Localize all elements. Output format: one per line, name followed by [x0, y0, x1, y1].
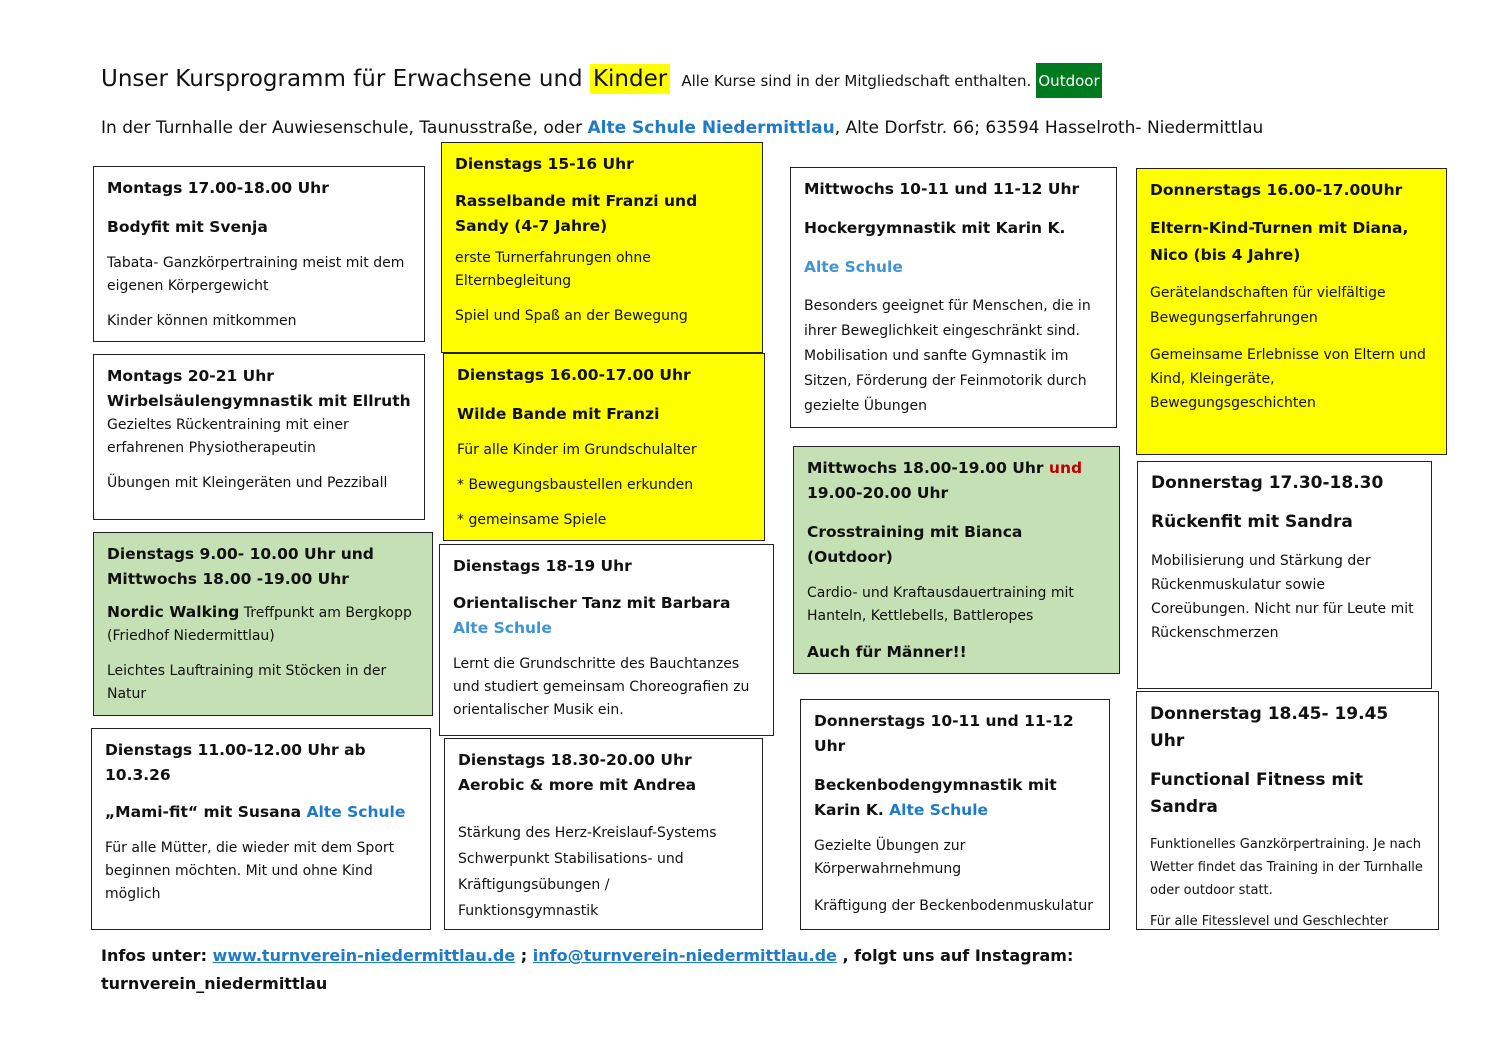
course-note: Auch für Männer!! [807, 643, 967, 661]
course-card-wirbelsaeule [93, 354, 425, 520]
course-note: Kräftigung der Beckenbodenmuskulatur [814, 898, 1094, 914]
page-title [101, 66, 1102, 92]
course-card-beckenboden [800, 699, 1110, 930]
course-card-orientalischer-tanz [439, 544, 774, 736]
course-description: Für alle Kinder im Grundschulalter [457, 442, 697, 458]
course-note: Kinder können mitkommen [107, 313, 297, 329]
course-card-rasselbande [441, 142, 763, 353]
membership-note: Alle Kurse sind in der Mitgliedschaft enthalten. [681, 72, 1032, 90]
course-time: Dienstags 18.30-20.00 Uhr [458, 751, 692, 769]
course-description: Besonders geeignet für Menschen, die in ihrer Beweglichkeit eingeschränkt sind. Mobilisation und sanfte Gymnastik im Sitzen, Förderung der Feinmotorik durch gezielte Übungen [804, 298, 1091, 414]
course-bullet: * gemeinsame Spiele [457, 512, 607, 528]
course-title: Nordic Walking [107, 603, 240, 621]
course-card-bodyfit [93, 166, 425, 342]
course-time-second: 19.00-20.00 Uhr [807, 484, 949, 502]
course-time: Donnerstag 18.45- 19.45 Uhr [1150, 704, 1389, 751]
course-title: „Mami-fit“ mit Susana [105, 803, 307, 821]
course-time: Dienstags 16.00-17.00 Uhr [457, 366, 691, 384]
course-title: Beckenbodengymnastik mit Karin K. [814, 776, 1057, 819]
course-time: Donnerstags 10-11 und 11-12 Uhr [814, 712, 1074, 755]
course-note: Spiel und Spaß an der Bewegung [455, 308, 688, 324]
course-card-rueckenfit [1137, 461, 1432, 689]
course-title: Rückenfit mit Sandra [1151, 512, 1353, 532]
separator: ; [515, 946, 533, 965]
instagram-handle: turnverein_niedermittlau [101, 974, 328, 993]
course-description: Tabata- Ganzkörpertraining meist mit dem eigenen Körpergewicht [107, 255, 405, 294]
course-location: Treffpunkt am Bergkopp (Friedhof Niedermittlau) [107, 605, 412, 644]
course-card-eltern-kind-turnen [1136, 168, 1447, 455]
title-kinder-highlight: Kinder [590, 64, 670, 94]
instagram-text: , folgt uns auf Instagram: [836, 946, 1074, 965]
course-card-crosstraining [793, 446, 1120, 674]
course-time: Dienstags 18-19 Uhr [453, 557, 632, 575]
course-time: Montags 17.00-18.00 Uhr [107, 179, 329, 197]
course-title: Functional Fitness mit Sandra [1150, 770, 1364, 817]
course-card-hockergymnastik [790, 167, 1117, 428]
infos-label: Infos unter: [101, 946, 213, 965]
course-description: Mobilisierung und Stärkung der Rückenmuskulatur sowie Coreübungen. Nicht nur für Leute mit Rückenschmerzen [1151, 553, 1414, 641]
course-venue: Alte Schule [804, 258, 903, 276]
website-link[interactable]: www.turnverein-niedermittlau.de [212, 946, 516, 965]
course-time: Mittwochs 10-11 und 11-12 Uhr [804, 180, 1080, 198]
course-title: Rasselbande mit Franzi und Sandy (4-7 Jahre) [455, 192, 698, 235]
course-description: erste Turnerfahrungen ohne Elternbegleitung [455, 250, 651, 289]
course-card-aerobic [444, 738, 763, 930]
footer-info [101, 942, 1073, 998]
title-text: Unser Kursprogramm für Erwachsene und [101, 66, 590, 92]
course-venue: Alte Schule [889, 801, 989, 819]
course-description: Funktionelles Ganzkörpertraining. Je nach Wetter findet das Training in der Turnhalle oder outdoor statt. [1150, 837, 1423, 898]
course-title: Crosstraining mit Bianca (Outdoor) [807, 523, 1023, 566]
alte-schule-link: Alte Schule Niedermittlau [587, 118, 835, 138]
course-title: Hockergymnastik mit Karin K. [804, 219, 1066, 237]
course-time: Dienstags 15-16 Uhr [455, 155, 634, 173]
course-description: Gezieltes Rückentraining mit einer erfahrenen Physiotherapeutin [107, 417, 349, 456]
course-bullet: * Bewegungsbaustellen erkunden [457, 477, 694, 493]
course-time: Montags 20-21 Uhr [107, 367, 274, 385]
course-venue: Alte Schule [306, 803, 406, 821]
course-time: Dienstags 9.00- 10.00 Uhr und Mittwochs 18.00 -19.00 Uhr [107, 545, 374, 588]
course-title: Orientalischer Tanz mit Barbara [453, 594, 731, 612]
course-time: Donnerstag 17.30-18.30 [1151, 473, 1384, 493]
outdoor-badge: Outdoor [1036, 63, 1101, 98]
course-description: Cardio- und Kraftausdauertraining mit Hanteln, Kettlebells, Battleropes [807, 585, 1074, 624]
course-card-wilde-bande [443, 353, 765, 541]
location-text: In der Turnhalle der Auwiesenschule, Taunusstraße, oder [101, 118, 588, 138]
course-note: Für alle Fitesslevel und Geschlechter [1150, 914, 1389, 929]
course-title: Aerobic & more mit Andrea [458, 776, 697, 794]
address-text: , Alte Dorfstr. 66; 63594 Hasselroth- Niedermittlau [834, 118, 1264, 138]
email-link[interactable]: info@turnverein-niedermittlau.de [532, 946, 837, 965]
course-time: Mittwochs 18.00-19.00 Uhr [807, 459, 1049, 477]
course-title: Wilde Bande mit Franzi [457, 405, 660, 423]
course-description: Gerätelandschaften für vielfältige Bewegungserfahrungen [1150, 285, 1386, 326]
course-note: Übungen mit Kleingeräten und Pezziball [107, 475, 388, 491]
course-note: Gemeinsame Erlebnisse von Eltern und Kind, Kleingeräte, Bewegungsgeschichten [1150, 347, 1426, 411]
course-card-nordic-walking [93, 532, 433, 716]
course-title: Eltern-Kind-Turnen mit Diana, Nico (bis 4 Jahre) [1150, 219, 1409, 264]
course-time: Dienstags 11.00-12.00 Uhr ab 10.3.26 [105, 741, 366, 784]
course-title: Bodyfit mit Svenja [107, 218, 268, 236]
course-title: Wirbelsäulengymnastik mit Ellruth [107, 392, 411, 410]
course-description: Lernt die Grundschritte des Bauchtanzes und studiert gemeinsam Choreografien zu orientalischer Musik ein. [453, 656, 750, 718]
course-card-mami-fit [91, 728, 431, 930]
course-time: Donnerstags 16.00-17.00Uhr [1150, 181, 1403, 199]
course-description: Leichtes Lauftraining mit Stöcken in der Natur [107, 663, 387, 702]
course-description: Für alle Mütter, die wieder mit dem Sport beginnen möchten. Mit und ohne Kind möglich [105, 840, 395, 902]
course-venue: Alte Schule [453, 619, 552, 637]
course-description: Gezielte Übungen zur Körperwahrnehmung [814, 838, 966, 877]
course-card-functional-fitness [1136, 691, 1439, 930]
course-time-und: und [1048, 459, 1083, 477]
location-line [101, 118, 1263, 138]
course-description: Stärkung des Herz-Kreislauf-Systems Schwerpunkt Stabilisations- und Kräftigungsübungen / Funktionsgymnastik [458, 825, 717, 919]
